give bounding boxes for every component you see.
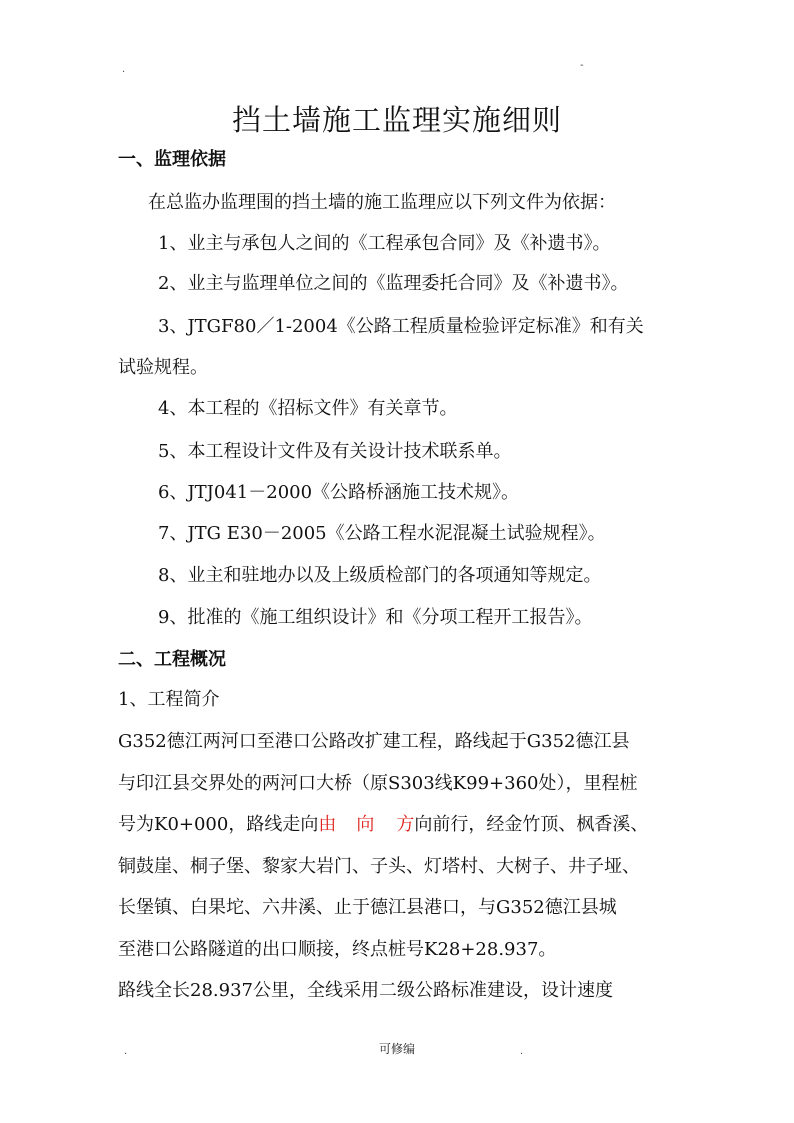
- list-item: 5、本工程设计文件及有关设计技术联系单。: [158, 441, 512, 462]
- header-left-mark: .: [122, 64, 126, 75]
- highlight-text: 向: [356, 814, 375, 835]
- list-item: 1、业主与承包人之间的《工程承包合同》及《补遗书》。: [158, 233, 611, 254]
- footer-right-mark: .: [520, 1046, 524, 1057]
- paragraph-line: 与印江县交界处的两河口大桥（原S303线K99+360处），里程桩: [118, 773, 638, 794]
- paragraph-text: 号为K0+000，路线走向: [118, 814, 319, 835]
- paragraph-text: 向前行，经金竹顶、枫香溪、: [414, 814, 649, 835]
- paragraph-line: [118, 813, 648, 837]
- document-title: 挡土墙施工监理实施细则: [231, 103, 562, 137]
- highlight-text: 由: [318, 814, 337, 835]
- list-item: 3、JTGF80／1-2004《公路工程质量检验评定标准》和有关: [158, 316, 644, 337]
- section2-subheading: 1、工程简介: [118, 689, 220, 710]
- footer-text: 可修编: [378, 1042, 415, 1056]
- list-item-continuation: 试验规程。: [118, 357, 208, 378]
- list-item: 4、本工程的《招标文件》有关章节。: [158, 398, 458, 419]
- paragraph-line: 长堡镇、白果坨、六井溪、止于德江县港口，与G352德江县城: [118, 897, 617, 918]
- header-right-mark: -: [580, 60, 584, 71]
- highlight-text: 方: [396, 814, 415, 835]
- section1-heading: 一、监理依据: [118, 149, 226, 170]
- list-item: 9、批准的《施工组织设计》和《分项工程开工报告》。: [158, 607, 593, 628]
- list-item: 8、业主和驻地办以及上级质检部门的各项通知等规定。: [158, 565, 602, 586]
- paragraph-line: 路线全长28.937公里，全线采用二级公路标准建设，设计速度: [118, 980, 613, 1001]
- paragraph-line: G352德江两河口至港口公路改扩建工程，路线起于G352德江县: [118, 731, 630, 752]
- section2-heading: 二、工程概况: [118, 649, 226, 670]
- paragraph-line: 至港口公路隧道的出口顺接，终点桩号K28+28.937。: [118, 939, 557, 960]
- footer-left-mark: .: [124, 1046, 128, 1057]
- list-item: 2、业主与监理单位之间的《监理委托合同》及《补遗书》。: [158, 273, 629, 294]
- list-item: 6、JTJ041－2000《公路桥涵施工技术规》。: [158, 482, 520, 503]
- section1-intro: 在总监办监理围的挡土墙的施工监理应以下列文件为依据：: [148, 192, 616, 213]
- list-item: 7、JTG E30－2005《公路工程水泥混凝土试验规程》。: [158, 523, 606, 544]
- paragraph-line: 铜鼓崖、桐子堡、黎家大岩门、子头、灯塔村、大树子、井子垭、: [118, 856, 640, 877]
